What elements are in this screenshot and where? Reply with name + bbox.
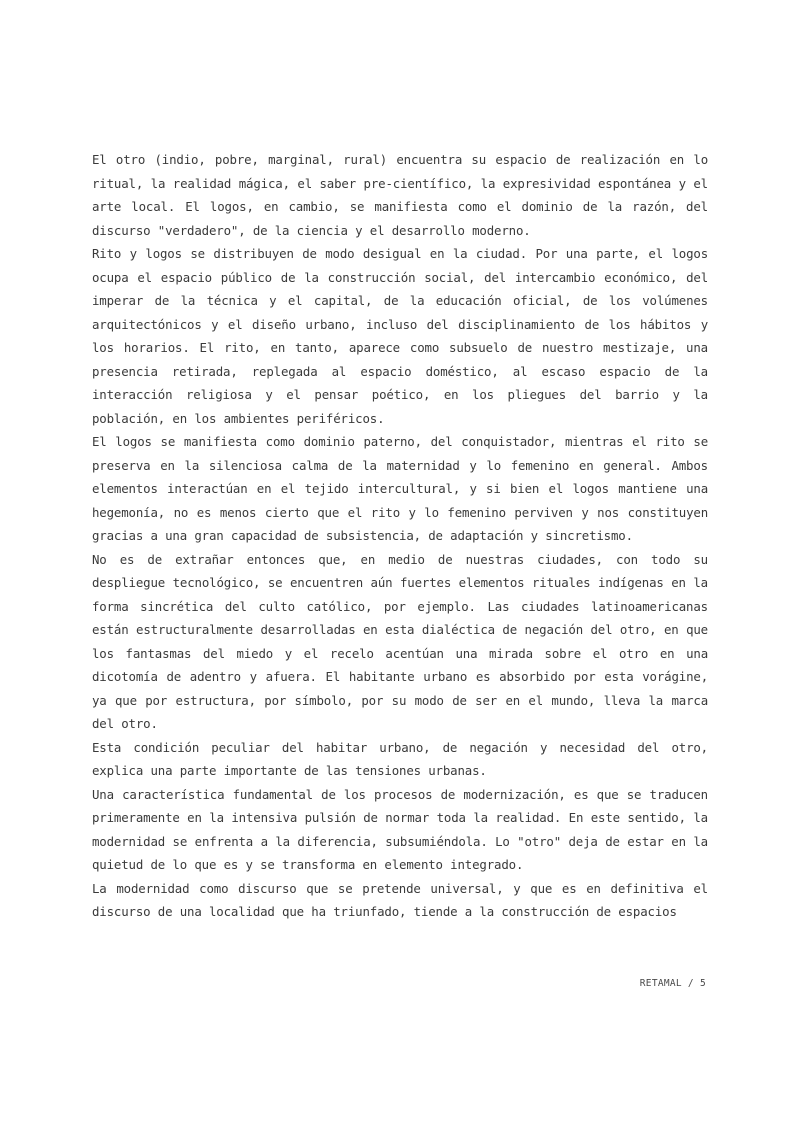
paragraph-3: El logos se manifiesta como dominio paterno, del conquistador, mientras el rito se preserva en la silenciosa calma de la maternidad y lo femenino en general. Ambos elementos interactúan en el tejido intercultural, y si bien el logos mantiene una hegemonía, no es menos cierto que el rito y lo femenino perviven y nos constituyen gracias a una gran capacidad de subsistencia, de adaptación y sincretismo. — [92, 434, 708, 543]
paragraph-1: El otro (indio, pobre, marginal, rural) encuentra su espacio de realización en lo ritual, la realidad mágica, el saber pre-científico, la expresividad espontánea y el arte local. El logos, en cambio, se manifiesta como el dominio de la razón, del discurso "verdadero", de la ciencia y el desarrollo moderno. — [92, 152, 708, 238]
paragraph-2: Rito y logos se distribuyen de modo desigual en la ciudad. Por una parte, el logos ocupa el espacio público de la construcción social, del intercambio económico, del imperar de la técnica y el capital, de la educación oficial, de los volúmenes arquitectónicos y el diseño urbano, incluso del disciplinamiento de los hábitos y los horarios. El rito, en tanto, aparece como subsuelo de nuestro mestizaje, una presencia retirada, replegada al espacio doméstico, al escaso espacio de la interacción religiosa y el pensar poético, en los pliegues del barrio y la población, en los ambientes periféricos. — [92, 246, 708, 426]
paragraph-5: Esta condición peculiar del habitar urbano, de negación y necesidad del otro, explica una parte importante de las tensiones urbanas. — [92, 739, 708, 778]
paragraph-7: La modernidad como discurso que se pretende universal, y que es en definitiva el discurso de una localidad que ha triunfado, tiende a la construcción de espacios — [92, 880, 708, 919]
page-footer: RETAMAL / 5 — [639, 978, 706, 989]
body-text — [92, 148, 708, 924]
paragraph-4: No es de extrañar entonces que, en medio de nuestras ciudades, con todo su despliegue tecnológico, se encuentren aún fuertes elementos rituales indígenas en la forma sincrética del culto católico, por ejemplo. Las ciudades latinoamericanas están estructuralmente desarrolladas en esta dialéctica de negación del otro, en que los fantasmas del miedo y el recelo acentúan una mirada sobre el otro en una dicotomía de adentro y afuera. El habitante urbano es absorbido por esta vorágine, ya que por estructura, por símbolo, por su modo de ser en el mundo, lleva la marca del otro. — [92, 551, 708, 731]
paragraph-6: Una característica fundamental de los procesos de modernización, es que se traducen primeramente en la intensiva pulsión de normar toda la realidad. En este sentido, la modernidad se enfrenta a la diferencia, subsumiéndola. Lo "otro" deja de estar en la quietud de lo que es y se transforma en elemento integrado. — [92, 786, 708, 872]
